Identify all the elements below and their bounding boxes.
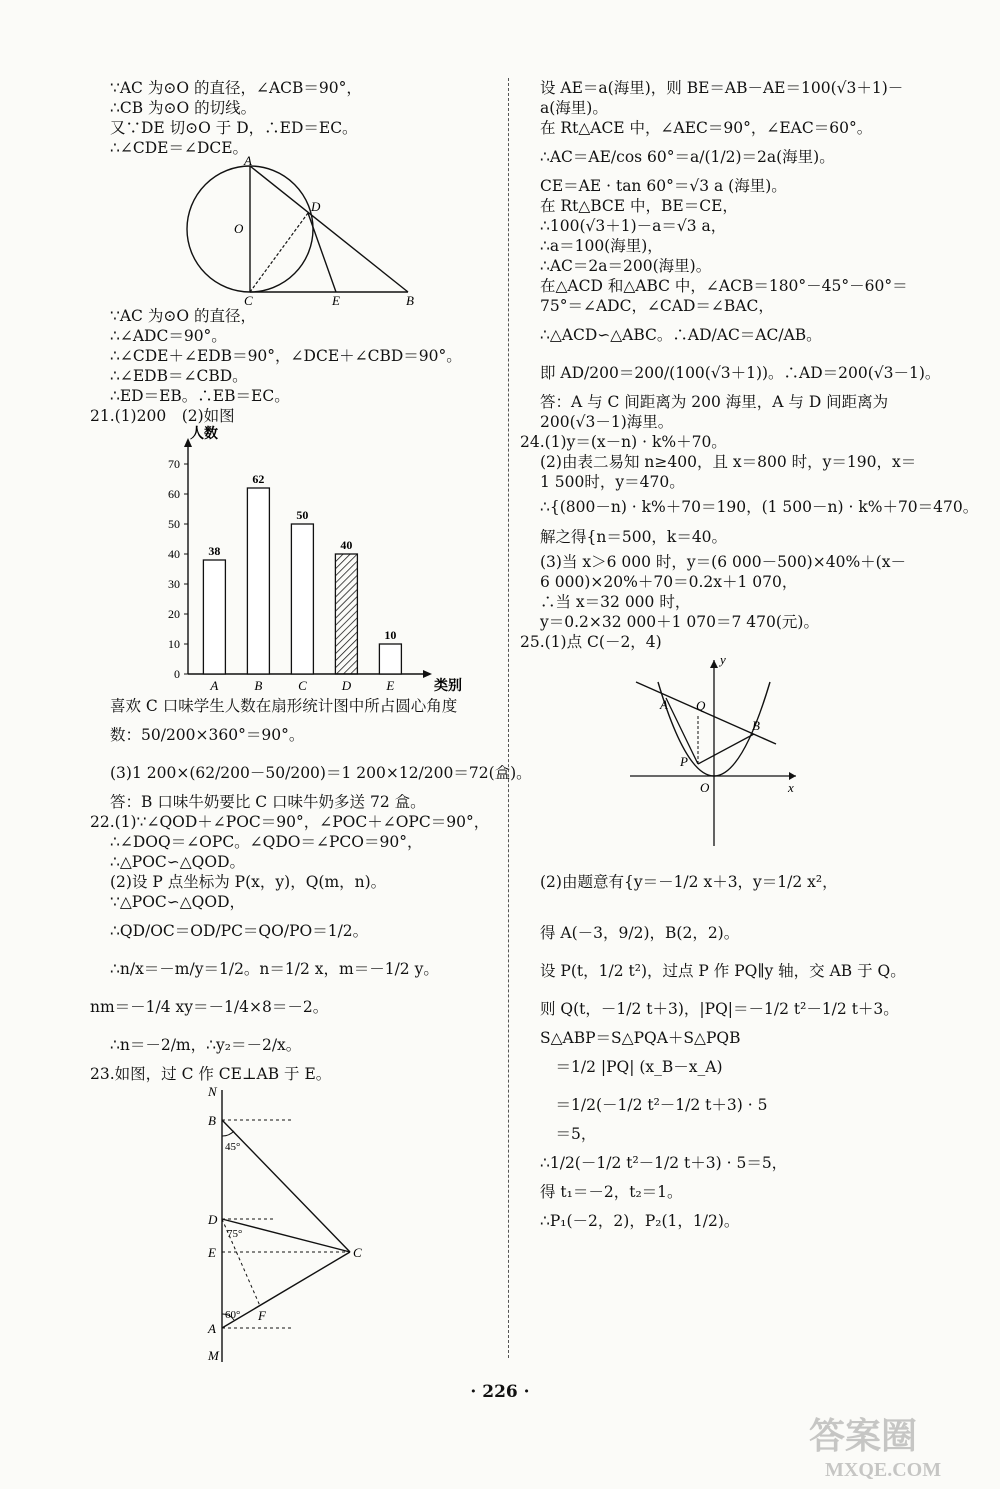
text-line: 在△ACD 和△ABC 中，∠ACB＝180°－45°－60°＝ <box>540 277 908 295</box>
text-line: ∴n/x＝－m/y＝1/2。n＝1/2 x，m＝－1/2 y。 <box>110 960 439 978</box>
y-tick-label: 40 <box>168 547 180 561</box>
q25-solution <box>540 850 930 1240</box>
text-line: (2)由表二易知 n≥400，且 x＝800 时，y＝190，x＝ <box>540 453 917 471</box>
angle-45: 45° <box>225 1141 241 1153</box>
y-tick-label: 20 <box>168 607 180 621</box>
label-x: x <box>788 780 794 795</box>
text-line: ∴1/2(－1/2 t²－1/2 t＋3) · 5＝5， <box>540 1154 788 1172</box>
q22-block <box>90 812 495 1084</box>
navigation-figure <box>110 1084 440 1366</box>
text-line: 200(√3－1)海里。 <box>540 413 674 431</box>
text-line: 1 500时，y＝470。 <box>540 473 685 491</box>
q20-after-circle <box>110 306 495 406</box>
q23-solution <box>540 78 941 432</box>
text-line: 喜欢 C 口味学生人数在扇形统计图中所占圆心角度 <box>110 697 458 715</box>
text-line: ＝1/2(－1/2 t²－1/2 t＋3) · 5 <box>540 1096 768 1114</box>
text-line: ∴AC＝AE/cos 60°＝a/(1/2)＝2a(海里)。 <box>540 148 835 166</box>
q21-after-chart <box>110 696 532 812</box>
text-line: ∴CB 为⊙O 的切线。 <box>110 99 257 117</box>
x-tick-label: A <box>210 678 219 693</box>
left-column <box>90 78 532 1366</box>
angle-60: 60° <box>225 1309 241 1321</box>
bar-value-label: 62 <box>252 472 265 486</box>
watermark-logo <box>801 1410 986 1482</box>
bar-chart <box>110 426 462 696</box>
text-line: 设 AE＝a(海里)，则 BE＝AB－AE＝100(√3＋1)－ <box>540 79 904 97</box>
text-line: 在 Rt△ACE 中，∠AEC＝90°，∠EAC＝60°。 <box>540 119 873 137</box>
label-y: y <box>720 652 726 667</box>
watermark-text: 答案圈 <box>809 1416 918 1456</box>
angle-75: 75° <box>227 1228 243 1240</box>
label-a2: A <box>208 1321 216 1336</box>
label-m: M <box>208 1348 219 1363</box>
label-n: N <box>208 1084 217 1099</box>
text-line: ∴△POC∽△QOD。 <box>110 853 246 871</box>
text-line: ∴∠CDE＝∠DCE。 <box>110 139 249 157</box>
label-a3: A <box>660 697 668 712</box>
text-line: ∴100(√3＋1)－a＝√3 a， <box>540 217 727 235</box>
q21-heading: 21.(1)200 (2)如图 <box>90 407 235 425</box>
bar <box>247 488 269 674</box>
bar-value-label: 38 <box>208 544 221 558</box>
q25-heading: 25.(1)点 C(－2，4) <box>520 633 662 651</box>
label-b: B <box>406 293 414 308</box>
x-axis-arrow <box>423 670 432 678</box>
label-b3: B <box>752 718 760 733</box>
text-line: ∴AC＝2a＝200(海里)。 <box>540 257 712 275</box>
y-tick-label: 0 <box>174 667 180 681</box>
bar-value-label: 50 <box>296 508 309 522</box>
text-line: 得 A(－3，9/2)，B(2，2)。 <box>540 924 740 942</box>
text-line: 设 P(t，1/2 t²)，过点 P 作 PQ∥y 轴，交 AB 于 Q。 <box>540 962 906 980</box>
label-o3: O <box>700 780 710 795</box>
label-q: Q <box>696 698 706 713</box>
column-divider <box>508 78 509 1358</box>
text-line: ∴△ACD∽△ABC。∴AD/AC＝AC/AB。 <box>540 326 822 344</box>
x-axis-label: 类别 <box>434 679 462 694</box>
y-tick-label: 50 <box>168 517 180 531</box>
text-line: S△ABP＝S△PQA＋S△PQB <box>540 1029 741 1047</box>
page-number: · 226 · <box>470 1382 530 1402</box>
text-line: ∴n＝－2/m，∴y₂＝－2/x。 <box>110 1036 302 1054</box>
text-line: (2)设 P 点坐标为 P(x，y)，Q(m，n)。 <box>110 873 387 891</box>
text-line: ∴ED＝EB。∴EB＝EC。 <box>110 387 290 405</box>
label-d2: D <box>208 1212 218 1227</box>
label-p: P <box>680 754 688 769</box>
text-line: ＝1/2 |PQ| (x_B－x_A) <box>540 1058 723 1076</box>
text-line: 又∵DE 切⊙O 于 D，∴ED＝EC。 <box>110 119 358 137</box>
parabola-graph <box>540 652 870 850</box>
y-axis-label: 人数 <box>190 427 218 442</box>
label-f: F <box>258 1308 266 1323</box>
x-tick-label: B <box>254 678 263 693</box>
bar <box>291 524 313 674</box>
text-line: ∵AC 为⊙O 的直径，∠ACB＝90°， <box>110 79 362 97</box>
bar <box>335 554 357 674</box>
text-line: (3)当 x＞6 000 时，y＝(6 000－500)×40%＋(x－ <box>540 553 906 571</box>
text-line: a(海里)。 <box>540 99 608 117</box>
label-c: C <box>244 293 253 308</box>
text-line: y＝0.2×32 000＋1 070＝7 470(元)。 <box>540 613 819 631</box>
text-line: ∴a＝100(海里)， <box>540 237 663 255</box>
text-line: (2)由题意有{y＝－1/2 x＋3，y＝1/2 x²， <box>540 873 838 891</box>
watermark-url: MXQE.COM <box>825 1459 942 1481</box>
y-tick-label: 60 <box>168 487 180 501</box>
right-column <box>520 78 979 1240</box>
text-line: ∴当 x＝32 000 时， <box>540 593 691 611</box>
q24-block <box>520 432 979 652</box>
text-line: 则 Q(t，－1/2 t＋3)，|PQ|＝－1/2 t²－1/2 t＋3。 <box>540 1000 899 1018</box>
text-line: 答：A 与 C 间距离为 200 海里，A 与 D 间距离为 <box>540 393 889 411</box>
x-tick-label: D <box>341 678 352 693</box>
x-tick-label: C <box>298 678 307 693</box>
text-line: 24.(1)y＝(x－n) · k%＋70。 <box>520 433 727 451</box>
bar-value-label: 10 <box>384 628 397 642</box>
q20-top-lines <box>110 78 495 158</box>
label-o: O <box>234 221 244 236</box>
y-tick-label: 30 <box>168 577 180 591</box>
bar <box>379 644 401 674</box>
y-tick-label: 70 <box>168 457 180 471</box>
q23-heading: 23.如图，过 C 作 CE⊥AB 于 E。 <box>90 1065 332 1083</box>
text-line: 在 Rt△BCE 中，BE＝CE， <box>540 197 738 215</box>
text-line: 得 t₁＝－2，t₂＝1。 <box>540 1183 683 1201</box>
y-tick-label: 10 <box>168 637 180 651</box>
text-line: ＝5， <box>540 1125 597 1143</box>
text-line: ∴{(800－n) · k%＋70＝190，(1 500－n) · k%＋70＝470。 <box>540 498 979 516</box>
label-e: E <box>332 293 340 308</box>
text-line: 答：B 口味牛奶要比 C 口味牛奶多送 72 盒。 <box>110 793 426 811</box>
circle-tangent-figure <box>110 153 440 308</box>
text-line: 数：50/200×360°＝90°。 <box>110 726 305 744</box>
text-line: ∴QD/OC＝OD/PC＝QO/PO＝1/2。 <box>110 922 369 940</box>
text-line: 75°＝∠ADC，∠CAD＝∠BAC， <box>540 297 774 315</box>
label-a: A <box>244 153 252 168</box>
label-d: D <box>311 199 321 214</box>
text-line: ∴∠EDB＝∠CBD。 <box>110 367 248 385</box>
text-line: ∴∠CDE＋∠EDB＝90°，∠DCE＋∠CBD＝90°。 <box>110 347 462 365</box>
text-line: 6 000)×20%＋70＝0.2x＋1 070， <box>540 573 798 591</box>
bar <box>203 560 225 674</box>
bar-value-label: 40 <box>340 538 353 552</box>
text-line: 即 AD/200＝200/(100(√3＋1))。∴AD＝200(√3－1)。 <box>540 364 941 382</box>
text-line: ∴∠DOQ＝∠OPC。∠QDO＝∠PCO＝90°， <box>110 833 423 851</box>
text-line: CE＝AE · tan 60°＝√3 a (海里)。 <box>540 177 787 195</box>
label-c2: C <box>353 1245 362 1260</box>
text-line: ∵AC 为⊙O 的直径， <box>110 307 256 325</box>
text-line: ∴∠ADC＝90°。 <box>110 327 227 345</box>
x-tick-label: E <box>386 678 395 693</box>
text-line: nm＝－1/4 xy＝－1/4×8＝－2。 <box>90 998 329 1016</box>
label-b2: B <box>208 1113 216 1128</box>
text-line: 22.(1)∵∠QOD＋∠POC＝90°，∠POC＋∠OPC＝90°， <box>90 813 490 831</box>
text-line: ∵△POC∽△QOD， <box>110 893 246 911</box>
text-line: 解之得{n＝500，k＝40。 <box>540 528 728 546</box>
text-line: (3)1 200×(62/200－50/200)＝1 200×12/200＝72(盒)。 <box>110 764 532 782</box>
label-e2: E <box>208 1245 216 1260</box>
text-line: ∴P₁(－2，2)，P₂(1，1/2)。 <box>540 1212 740 1230</box>
